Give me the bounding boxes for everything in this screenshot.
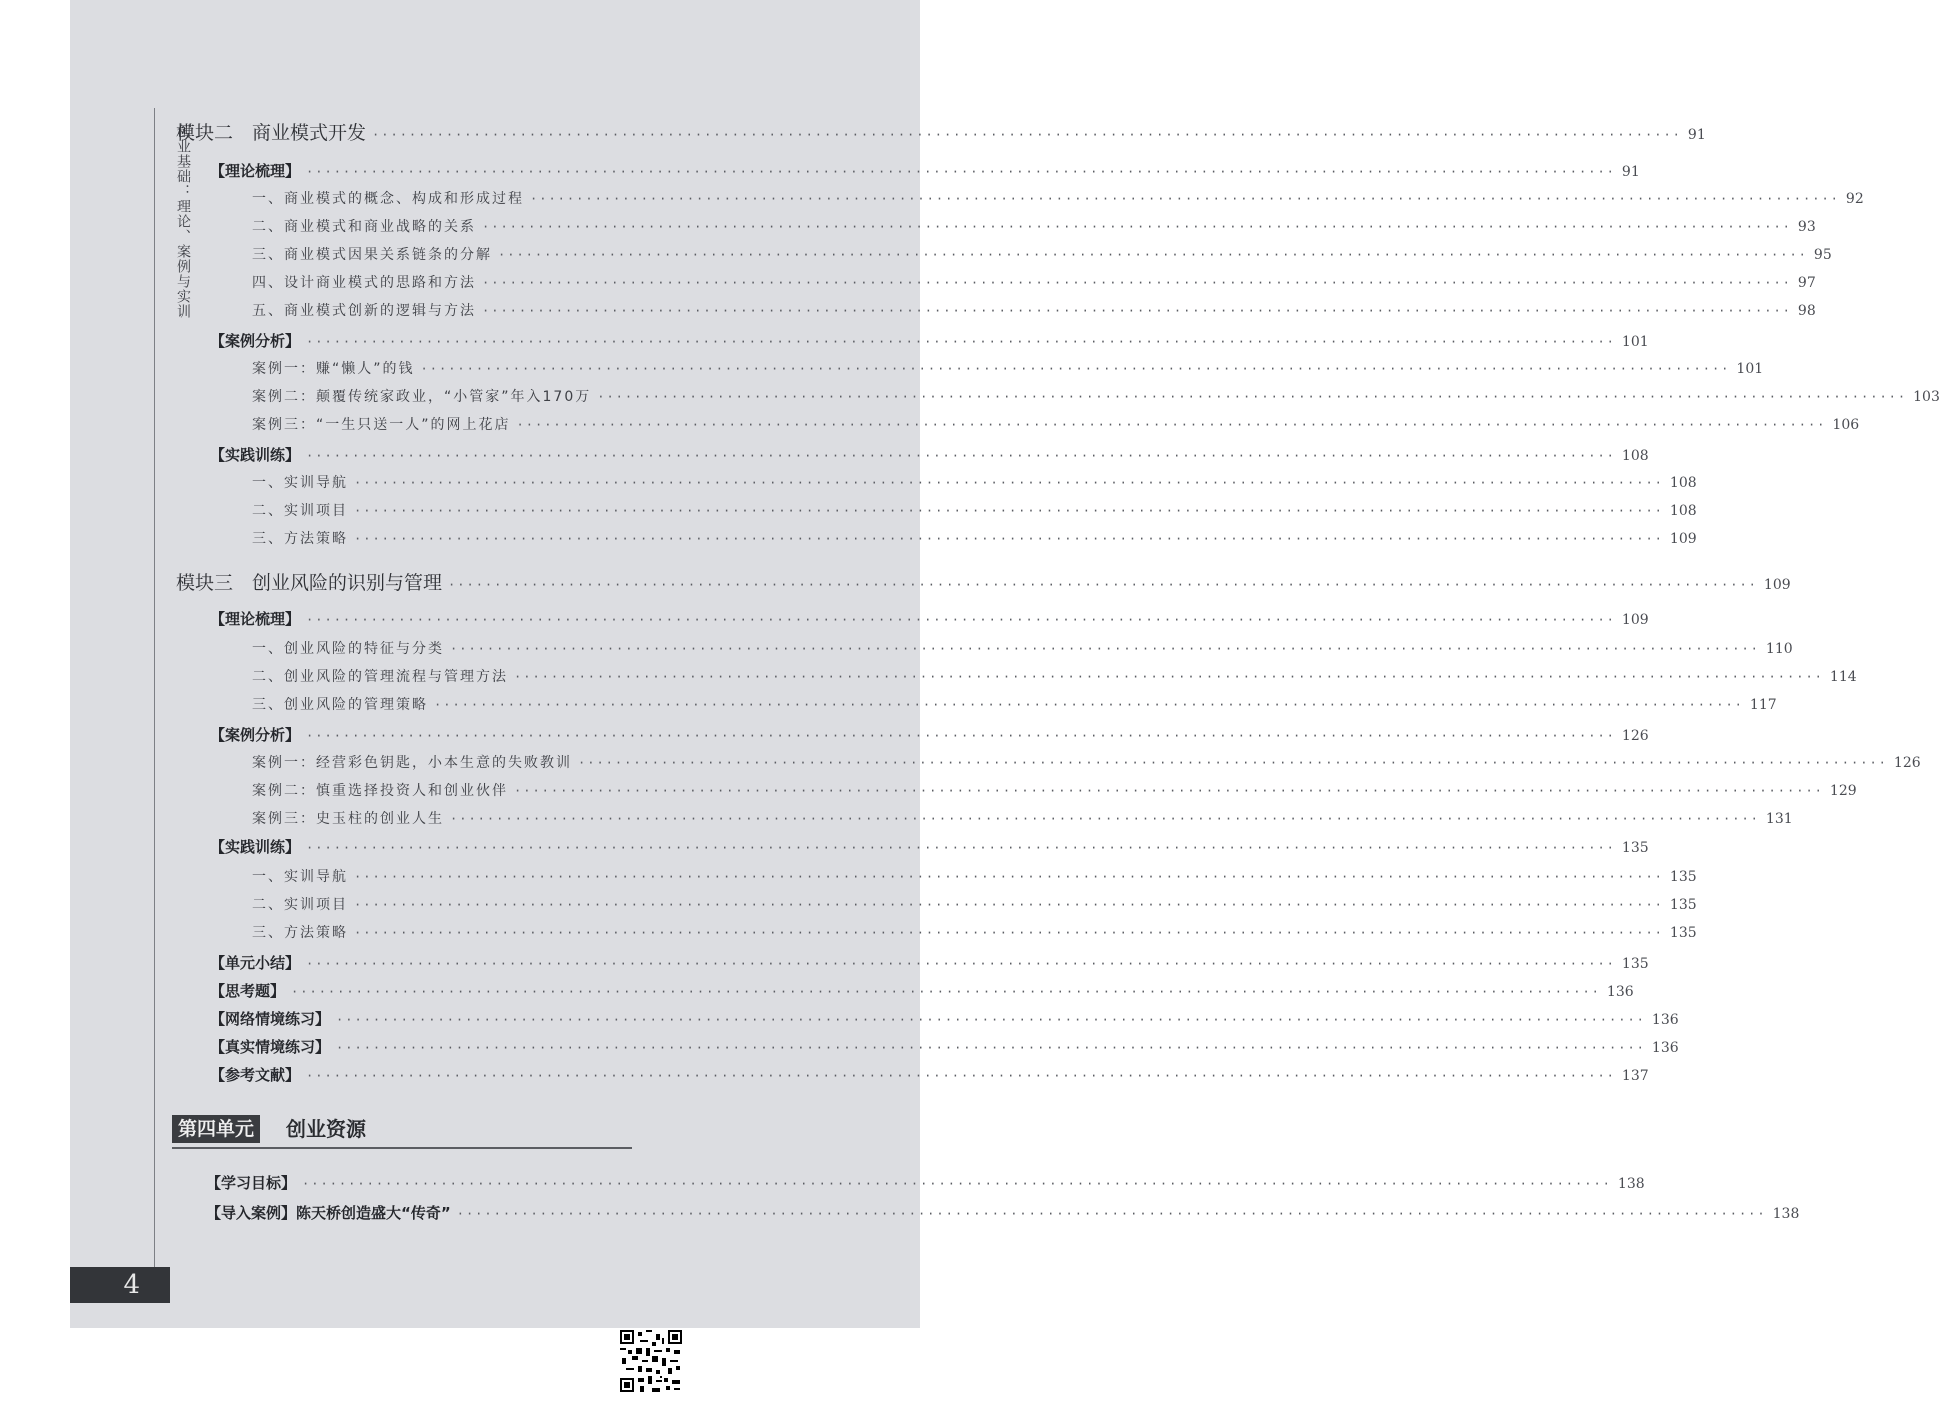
toc-entry-item <box>252 188 1864 208</box>
toc-entry-section <box>210 608 1649 629</box>
dot-leader: ·············································································································································· <box>291 985 1601 999</box>
toc-entry-page: 136 <box>1651 1040 1679 1056</box>
toc-entry-item <box>252 666 1857 686</box>
dot-leader: ·············································································································································· <box>354 532 1664 546</box>
toc-entry-page: 93 <box>1797 219 1816 235</box>
toc-entry-title: 案例一：赚“懒人”的钱 <box>252 361 415 377</box>
dot-leader: ·············································································································································· <box>336 1013 1646 1027</box>
toc-entry-title: 三、创业风险的管理策略 <box>252 697 428 713</box>
toc-entry-page: 138 <box>1772 1206 1800 1222</box>
dot-leader: ·············································································································································· <box>482 276 1792 290</box>
toc-entry-page: 135 <box>1621 956 1649 972</box>
toc-entry-title: 【导入案例】陈天桥创造盛大“传奇” <box>206 1204 451 1222</box>
toc-entry-page: 117 <box>1749 697 1777 713</box>
toc-entry-title: 【真实情境练习】 <box>210 1038 331 1056</box>
toc-entry-page: 95 <box>1813 247 1832 263</box>
toc-entry-page: 97 <box>1797 275 1816 291</box>
toc-entry-page: 91 <box>1687 127 1706 143</box>
toc-entry-title: 【理论梳理】 <box>210 162 301 180</box>
toc-entry-item <box>252 780 1857 800</box>
dot-leader: ·············································································································································· <box>514 784 1824 798</box>
unit-tag: 第四单元 <box>172 1115 260 1143</box>
toc-entry-page: 131 <box>1765 811 1793 827</box>
toc-entry-page: 108 <box>1669 475 1697 491</box>
toc-entry-title: 案例一：经营彩色钥匙，小本生意的失败教训 <box>252 755 572 771</box>
dot-leader: ·············································································································································· <box>456 1207 1767 1221</box>
toc-entry-title: 三、商业模式因果关系链条的分解 <box>252 247 492 263</box>
unit-title: 创业资源 <box>286 1117 366 1141</box>
toc-entry-page: 91 <box>1621 164 1640 180</box>
dot-leader: ·············································································································································· <box>306 729 1616 743</box>
toc-entry-title: 【案例分析】 <box>210 726 301 744</box>
dot-leader: ·············································································································································· <box>306 957 1616 971</box>
toc-entry-title: 二、创业风险的管理流程与管理方法 <box>252 669 508 685</box>
toc-entry-page: 109 <box>1621 612 1649 628</box>
toc-entry-title: 【网络情境练习】 <box>210 1010 331 1028</box>
toc-entry-page: 137 <box>1621 1068 1649 1084</box>
toc-entry-item <box>252 894 1697 914</box>
dot-leader: ·············································································································································· <box>306 335 1616 349</box>
dot-leader: ·············································································································································· <box>450 812 1760 826</box>
toc-entry-page: 103 <box>1913 389 1940 405</box>
toc-entry-title: 案例二：颠覆传统家政业，“小管家”年入170万 <box>252 389 592 405</box>
dot-leader: ·············································································································································· <box>306 449 1616 463</box>
toc-entry-section <box>210 160 1640 181</box>
toc-entry-title: 模块三 创业风险的识别与管理 <box>176 572 443 594</box>
toc-entry-page: 135 <box>1621 840 1649 856</box>
toc-entry-title: 【单元小结】 <box>210 954 301 972</box>
toc-entry-item <box>252 472 1697 492</box>
toc-entry-item <box>252 694 1777 714</box>
toc-entry-title: 二、实训项目 <box>252 503 348 519</box>
toc-entry-section <box>210 724 1649 745</box>
toc-entry-page: 136 <box>1651 1012 1679 1028</box>
qr-code-icon <box>620 1330 682 1392</box>
dot-leader: ·············································································································································· <box>516 418 1827 432</box>
toc-entry-page: 135 <box>1669 925 1697 941</box>
toc-entry-title: 【参考文献】 <box>210 1066 301 1084</box>
toc-entry-section <box>210 980 1634 1001</box>
dot-leader: ·············································································································································· <box>530 192 1840 206</box>
toc-entry-section <box>210 836 1649 857</box>
toc-entry-page: 108 <box>1621 448 1649 464</box>
running-book-title: 创业基础：理论、案例与实训 <box>175 124 191 319</box>
toc-entry-title: 【思考题】 <box>210 982 286 1000</box>
toc-entry-item <box>252 244 1832 264</box>
toc-entry-page: 106 <box>1832 417 1860 433</box>
dot-leader: ·············································································································································· <box>372 128 1682 142</box>
toc-entry-section <box>210 444 1649 465</box>
dot-leader: ·············································································································································· <box>450 642 1760 656</box>
dot-leader: ·············································································································································· <box>306 613 1616 627</box>
toc-entry-title: 五、商业模式创新的逻辑与方法 <box>252 303 476 319</box>
toc-entry-section <box>210 330 1649 351</box>
toc-entry-page: 135 <box>1669 869 1697 885</box>
toc-entry-title: 【理论梳理】 <box>210 610 301 628</box>
toc-entry-title: 【实践训练】 <box>210 838 301 856</box>
toc-entry-item <box>252 752 1921 772</box>
toc-entry-page: 109 <box>1669 531 1697 547</box>
toc-entry-section <box>210 952 1649 973</box>
toc-entry-item <box>252 358 1764 378</box>
dot-leader: ·············································································································································· <box>306 165 1616 179</box>
toc-entry-title: 案例二：慎重选择投资人和创业伙伴 <box>252 783 508 799</box>
toc-entry-title: 四、设计商业模式的思路和方法 <box>252 275 476 291</box>
toc-entry-page: 136 <box>1606 984 1634 1000</box>
toc-entry-page: 101 <box>1736 361 1764 377</box>
toc-entry-item <box>252 808 1793 828</box>
toc-entry-page: 114 <box>1829 669 1857 685</box>
toc-entry-page: 126 <box>1893 755 1921 771</box>
toc-entry-item <box>252 386 1940 406</box>
toc-entry-title: 【案例分析】 <box>210 332 301 350</box>
toc-entry-page: 92 <box>1845 191 1864 207</box>
dot-leader: ·············································································································································· <box>434 698 1744 712</box>
toc-entry-page: 109 <box>1763 577 1791 593</box>
toc-entry-page: 98 <box>1797 303 1816 319</box>
toc-entry-page: 110 <box>1765 641 1793 657</box>
toc-entry-item <box>252 500 1697 520</box>
dot-leader: ·············································································································································· <box>354 926 1664 940</box>
toc-entry-section <box>206 1202 1800 1223</box>
dot-leader: ·············································································································································· <box>302 1177 1612 1191</box>
toc-entry-title: 二、商业模式和商业战略的关系 <box>252 219 476 235</box>
toc-entry-section <box>210 1008 1679 1029</box>
toc-entry-title: 案例三：史玉柱的创业人生 <box>252 811 444 827</box>
toc-entry-title: 案例三：“一生只送一人”的网上花店 <box>252 417 511 433</box>
dot-leader: ·············································································································································· <box>306 1069 1616 1083</box>
dot-leader: ·············································································································································· <box>354 476 1664 490</box>
dot-leader: ·············································································································································· <box>420 362 1731 376</box>
toc-entry-item <box>252 216 1816 236</box>
toc-entry-title: 三、方法策略 <box>252 925 348 941</box>
dot-leader: ·············································································································································· <box>597 390 1908 404</box>
dot-leader: ·············································································································································· <box>306 841 1616 855</box>
toc-entry-title: 一、创业风险的特征与分类 <box>252 641 444 657</box>
toc-entry-title: 【学习目标】 <box>206 1174 297 1192</box>
dot-leader: ·············································································································································· <box>514 670 1824 684</box>
toc-entry-title: 【实践训练】 <box>210 446 301 464</box>
toc-entry-item <box>252 528 1697 548</box>
toc-entry-section <box>210 1064 1649 1085</box>
side-divider <box>154 108 155 1288</box>
toc-entry-item <box>252 300 1816 320</box>
toc-entry-section <box>206 1172 1645 1193</box>
toc-entry-page: 101 <box>1621 334 1649 350</box>
toc-entry-title: 三、方法策略 <box>252 531 348 547</box>
dot-leader: ·············································································································································· <box>578 756 1888 770</box>
toc-entry-item <box>252 922 1697 942</box>
toc-entry-title: 一、商业模式的概念、构成和形成过程 <box>252 191 524 207</box>
toc-entry-title: 模块二 商业模式开发 <box>176 122 367 144</box>
dot-leader: ·············································································································································· <box>336 1041 1646 1055</box>
dot-leader: ·············································································································································· <box>498 248 1808 262</box>
dot-leader: ·············································································································································· <box>354 870 1664 884</box>
dot-leader: ·············································································································································· <box>354 898 1664 912</box>
toc-entry-title: 一、实训导航 <box>252 869 348 885</box>
toc-entry-module <box>176 568 1791 595</box>
toc-entry-page: 135 <box>1669 897 1697 913</box>
toc-entry-module <box>176 118 1706 145</box>
toc-entry-item <box>252 414 1860 434</box>
toc-entry-page: 108 <box>1669 503 1697 519</box>
toc-entry-page: 129 <box>1829 783 1857 799</box>
toc-entry-section <box>210 1036 1679 1057</box>
toc-entry-title: 二、实训项目 <box>252 897 348 913</box>
dot-leader: ·············································································································································· <box>482 220 1792 234</box>
toc-entry-title: 一、实训导航 <box>252 475 348 491</box>
page-number: 4 <box>70 1267 170 1303</box>
dot-leader: ·············································································································································· <box>448 578 1758 592</box>
toc-entry-item <box>252 272 1816 292</box>
dot-leader: ·············································································································································· <box>354 504 1664 518</box>
unit-header <box>172 1113 632 1149</box>
toc-entry-item <box>252 866 1697 886</box>
toc-entry-item <box>252 638 1793 658</box>
toc-entry-page: 126 <box>1621 728 1649 744</box>
toc-entry-page: 138 <box>1617 1176 1645 1192</box>
dot-leader: ·············································································································································· <box>482 304 1792 318</box>
